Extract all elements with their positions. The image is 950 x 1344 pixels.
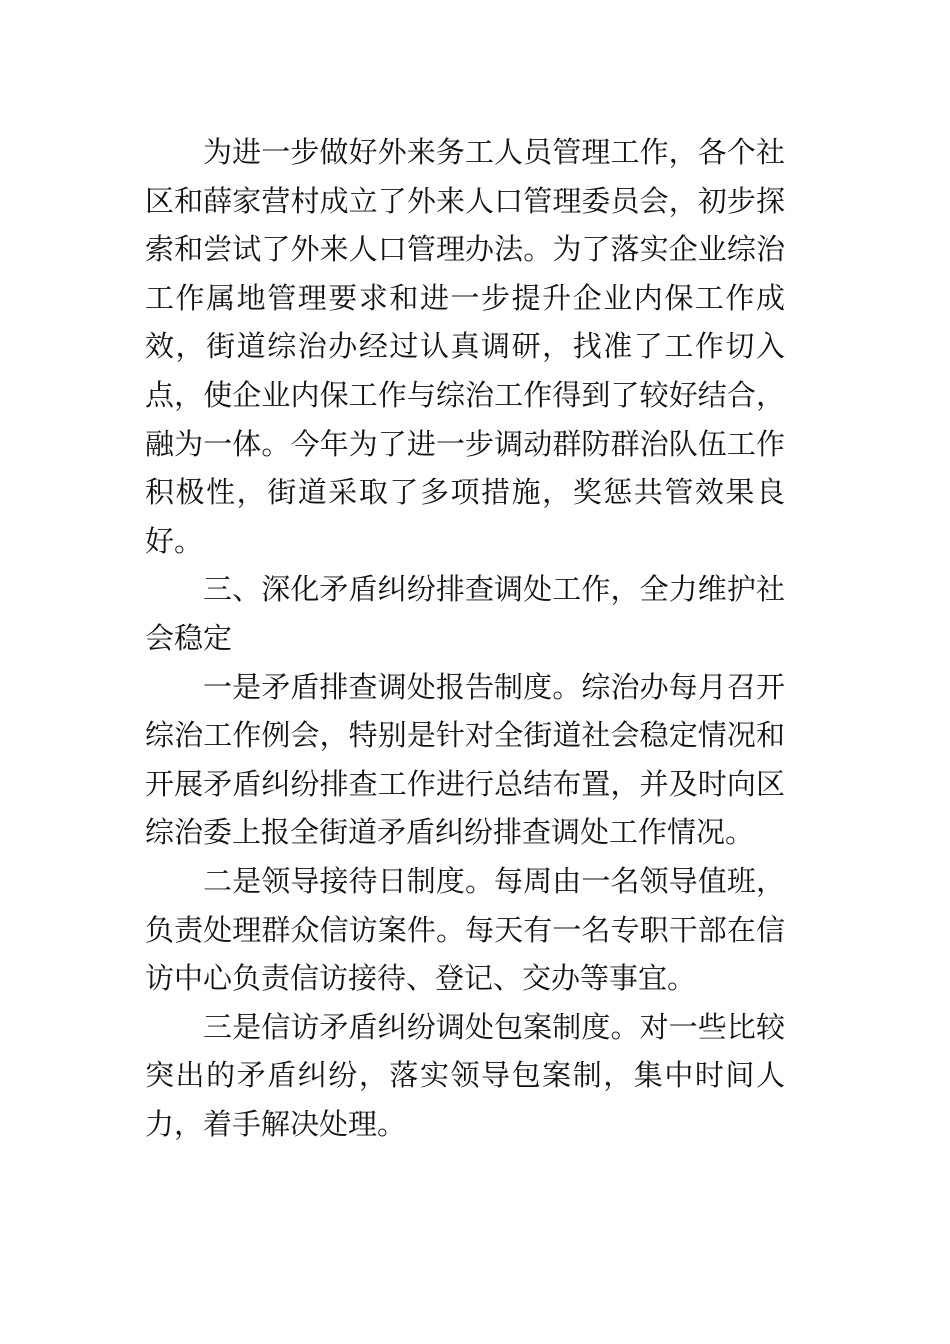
section-heading-dispute-resolution: 三、深化矛盾纠纷排查调处工作，全力维护社会稳定 [145,572,785,655]
paragraph-migrant-management: 为进一步做好外来务工人员管理工作，各个社区和薛家营村成立了外来人口管理委员会，初步探索和尝试了外来人口管理办法。为了落实企业综治工作属地管理要求和进一步提升企业内保工作成效，街道综治办经过认真调研，找准了工作切入点，使企业内保工作与综治工作得到了较好结合，融为一体。今年为了进一步调动群防群治队伍工作积极性，街道采取了多项措施，奖惩共管效果良好。 [145,135,785,558]
document-body [145,128,785,1148]
paragraph-leader-reception-day: 二是领导接待日制度。每周由一名领导值班，负责处理群众信访案件。每天有一名专职干部在信访中心负责信访接待、登记、交办等事宜。 [145,863,785,996]
paragraph-reporting-system: 一是矛盾排查调处报告制度。综治办每月召开综治工作例会，特别是针对全街道社会稳定情况和开展矛盾纠纷排查工作进行总结布置，并及时向区综治委上报全街道矛盾纠纷排查调处工作情况。 [145,669,785,850]
paragraph-case-responsibility-system: 三是信访矛盾纠纷调处包案制度。对一些比较突出的矛盾纠纷，落实领导包案制，集中时间人力，着手解决处理。 [145,1009,785,1141]
